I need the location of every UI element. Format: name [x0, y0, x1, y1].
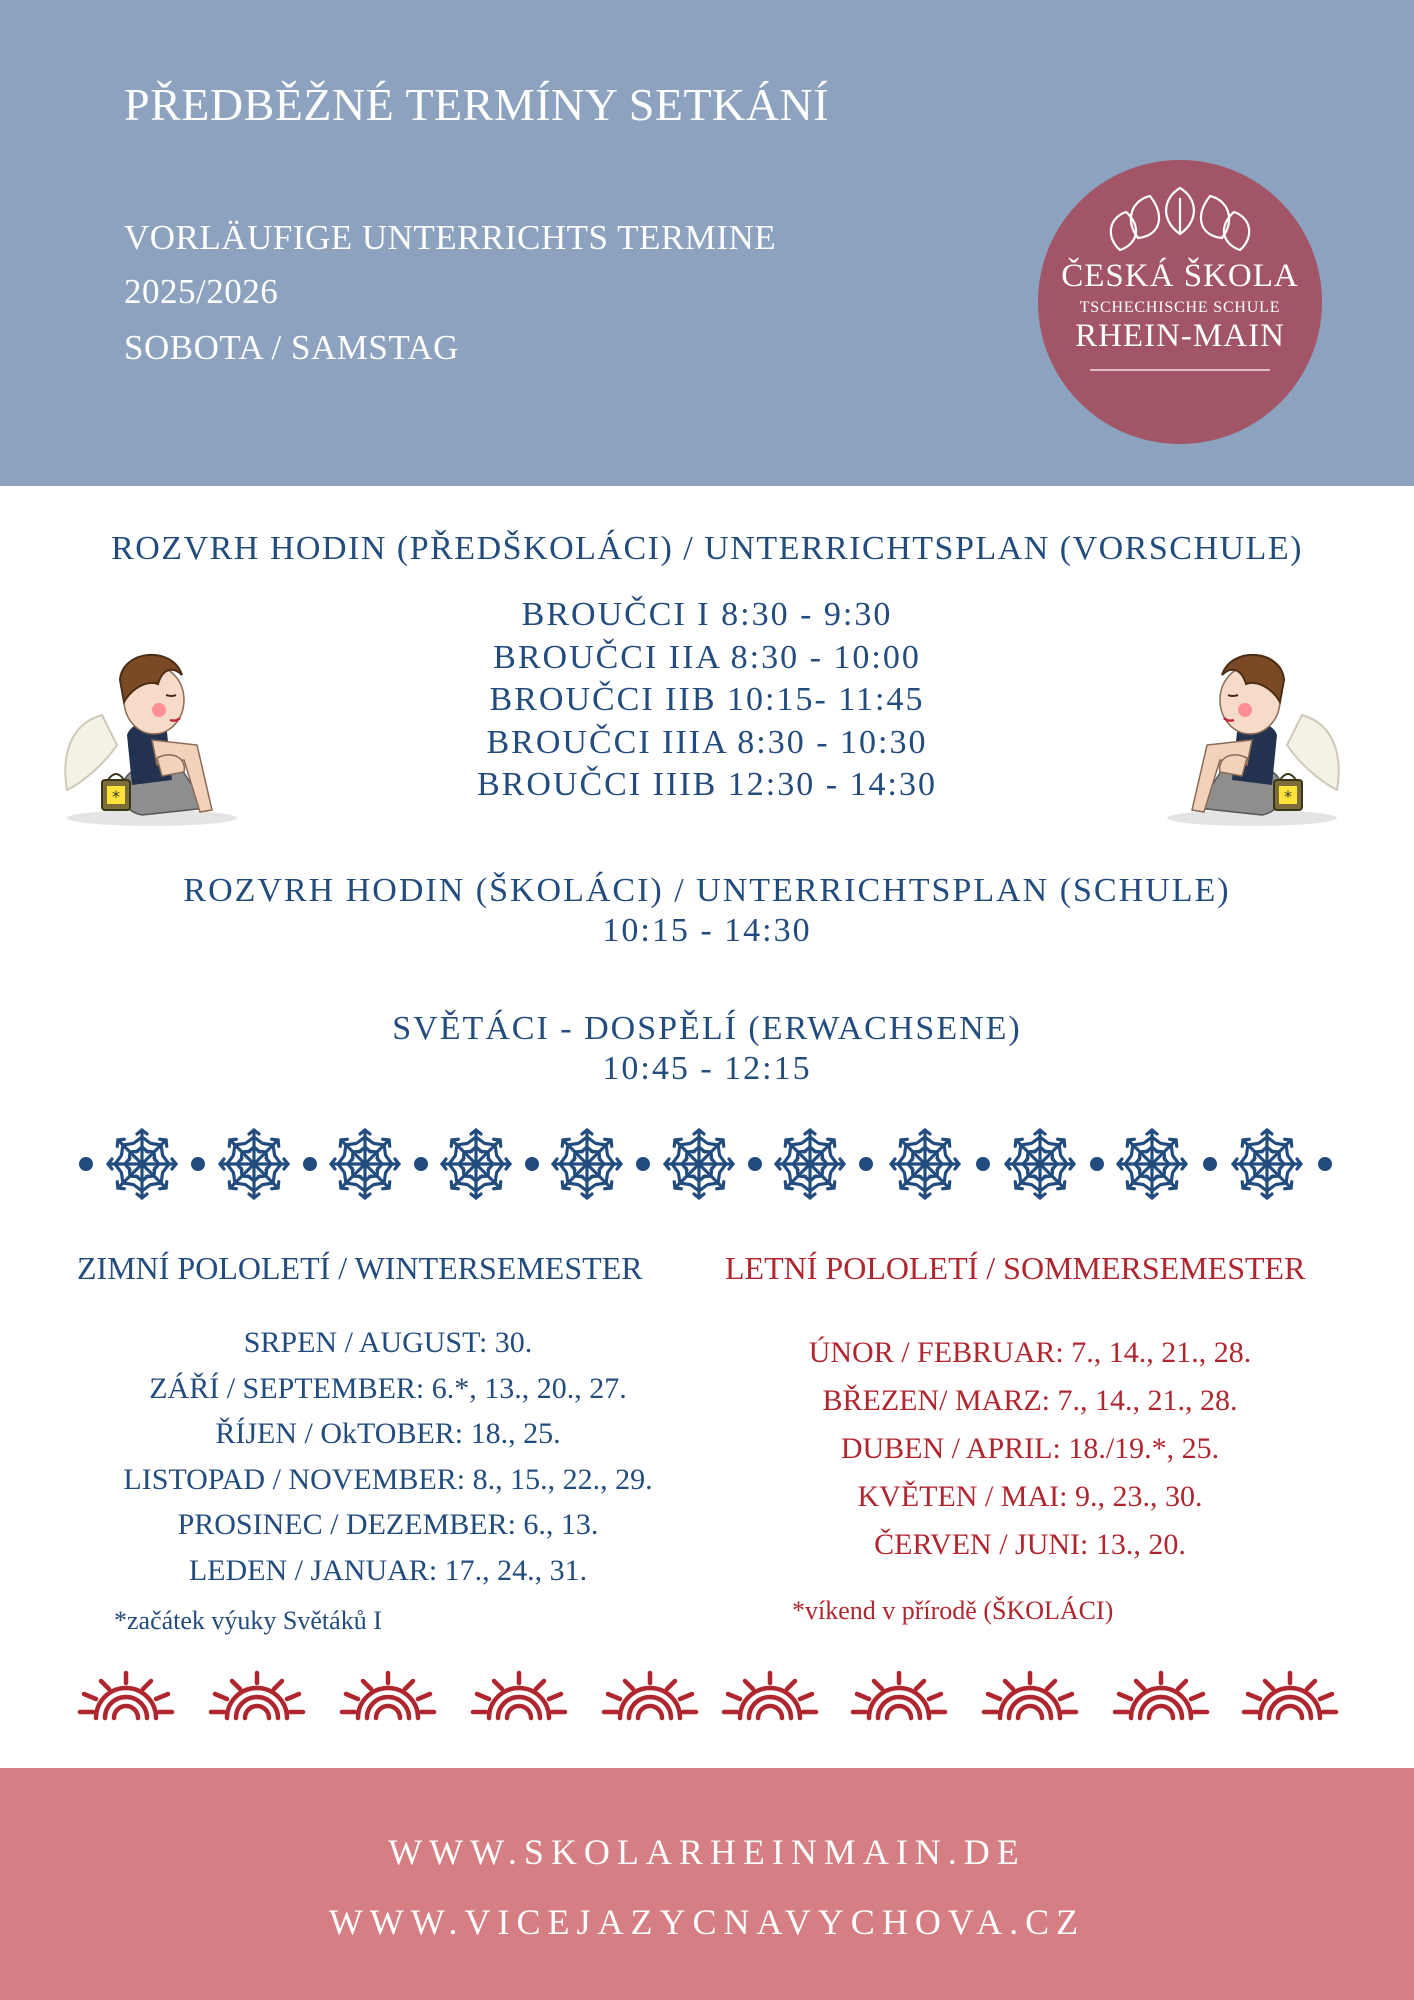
snowflake-icon [1118, 1130, 1186, 1198]
subtitle-line: VORLÄUFIGE UNTERRICHTS TERMINE [124, 218, 777, 257]
snowflake-icon [553, 1130, 621, 1198]
date-line: SRPEN / AUGUST: 30. [243, 1326, 533, 1359]
adults-heading: SVĚTÁCI - DOSPĚLÍ (ERWACHSENE) [392, 1010, 1022, 1047]
date-line: ÚNOR / FEBRUAR: 7., 14., 21., 28. [808, 1336, 1252, 1369]
date-line: ZÁŘÍ / SEPTEMBER: 6.*, 13., 20., 27. [149, 1371, 627, 1405]
summer-note: *víkend v přírodě (ŠKOLÁCI) [792, 1596, 1114, 1625]
date-line: DUBEN / APRIL: 18./19.*, 25. [840, 1432, 1220, 1465]
angel-illustration-right [1142, 640, 1342, 835]
date-line: LISTOPAD / NOVEMBER: 8., 15., 22., 29. [123, 1462, 653, 1496]
dot-icon [303, 1157, 317, 1171]
sun-icon [604, 1673, 696, 1718]
logo-text-region: RHEIN-MAIN [1075, 318, 1285, 354]
adults-time: 10:45 - 12:15 [602, 1050, 812, 1087]
preschool-heading: ROZVRH HODIN (PŘEDŠKOLÁCI) / UNTERRICHTSPLAN (VORSCHULE) [111, 530, 1303, 567]
sun-icon [473, 1673, 565, 1718]
snowflake-icon [665, 1130, 733, 1198]
snowflake-icon [1006, 1130, 1074, 1198]
dot-icon [976, 1157, 990, 1171]
summer-semester-title: LETNÍ POLOLETÍ / SOMMERSEMESTER [725, 1250, 1306, 1286]
snowflake-icon [1233, 1130, 1301, 1198]
snowflake-icon [776, 1130, 844, 1198]
page-title: PŘEDBĚŽNÉ TERMÍNY SETKÁNÍ [124, 79, 830, 130]
subtitle-line: SOBOTA / SAMSTAG [124, 328, 459, 367]
snowflake-icon [220, 1130, 288, 1198]
snowflake-icon [108, 1130, 176, 1198]
date-line: PROSINEC / DEZEMBER: 6., 13. [177, 1508, 599, 1541]
dot-icon [525, 1157, 539, 1171]
summer-dates [730, 1336, 1330, 1576]
dot-icon [191, 1157, 205, 1171]
school-time: 10:15 - 14:30 [602, 912, 812, 949]
website-link-vicejazycnavychova[interactable]: WWW.VICEJAZYCNAVYCHOVA.CZ [328, 1902, 1086, 1942]
school-heading: ROZVRH HODIN (ŠKOLÁCI) / UNTERRICHTSPLAN (SCHULE) [183, 872, 1231, 909]
logo-text-czech: ČESKÁ ŠKOLA [1061, 258, 1299, 294]
website-link-skolarheinmain[interactable]: WWW.SKOLARHEINMAIN.DE [388, 1832, 1026, 1872]
group-time: BROUČCI IIA 8:30 - 10:00 [493, 638, 921, 676]
winter-dates [88, 1326, 688, 1599]
group-time: BROUČCI IIB 10:15- 11:45 [489, 681, 925, 718]
date-line: ŘÍJEN / OkTOBER: 18., 25. [215, 1417, 561, 1450]
footer-banner [0, 1768, 1414, 2000]
dot-icon [859, 1157, 873, 1171]
snowflake-icon [442, 1130, 510, 1198]
dot-icon [79, 1157, 93, 1171]
date-line: BŘEZEN/ MARZ: 7., 14., 21., 28. [822, 1384, 1238, 1417]
dot-icon [748, 1157, 762, 1171]
dot-icon [1203, 1157, 1217, 1171]
snowflake-divider [0, 1120, 1414, 1210]
sun-divider [0, 1664, 1414, 1740]
date-line: KVĚTEN / MAI: 9., 23., 30. [857, 1480, 1203, 1513]
group-time: BROUČCI IIIB 12:30 - 14:30 [477, 766, 937, 803]
dot-icon [1318, 1157, 1332, 1171]
group-time: BROUČCI IIIA 8:30 - 10:30 [486, 723, 928, 761]
snowflake-icon [891, 1130, 959, 1198]
sun-icon [342, 1673, 434, 1718]
snowflake-icon [331, 1130, 399, 1198]
sun-icon [211, 1673, 303, 1718]
angel-illustration-left [62, 640, 262, 835]
sun-icon [724, 1673, 816, 1718]
logo-text-german: TSCHECHISCHE SCHULE [1079, 299, 1281, 316]
sun-icon [1115, 1673, 1207, 1718]
school-logo [1038, 160, 1322, 444]
winter-semester-title: ZIMNÍ POLOLETÍ / WINTERSEMESTER [77, 1250, 643, 1286]
sun-icon [1244, 1673, 1336, 1718]
sun-icon [984, 1673, 1076, 1718]
group-time: BROUČCI I 8:30 - 9:30 [521, 596, 893, 633]
date-line: LEDEN / JANUAR: 17., 24., 31. [188, 1553, 588, 1587]
dot-icon [1090, 1157, 1104, 1171]
date-line: ČERVEN / JUNI: 13., 20. [874, 1528, 1186, 1561]
winter-note: *začátek výuky Světáků I [114, 1606, 382, 1635]
dot-icon [414, 1157, 428, 1171]
sun-icon [80, 1673, 172, 1718]
dot-icon [636, 1157, 650, 1171]
subtitle-line: 2025/2026 [124, 272, 279, 311]
sun-icon [853, 1673, 945, 1718]
